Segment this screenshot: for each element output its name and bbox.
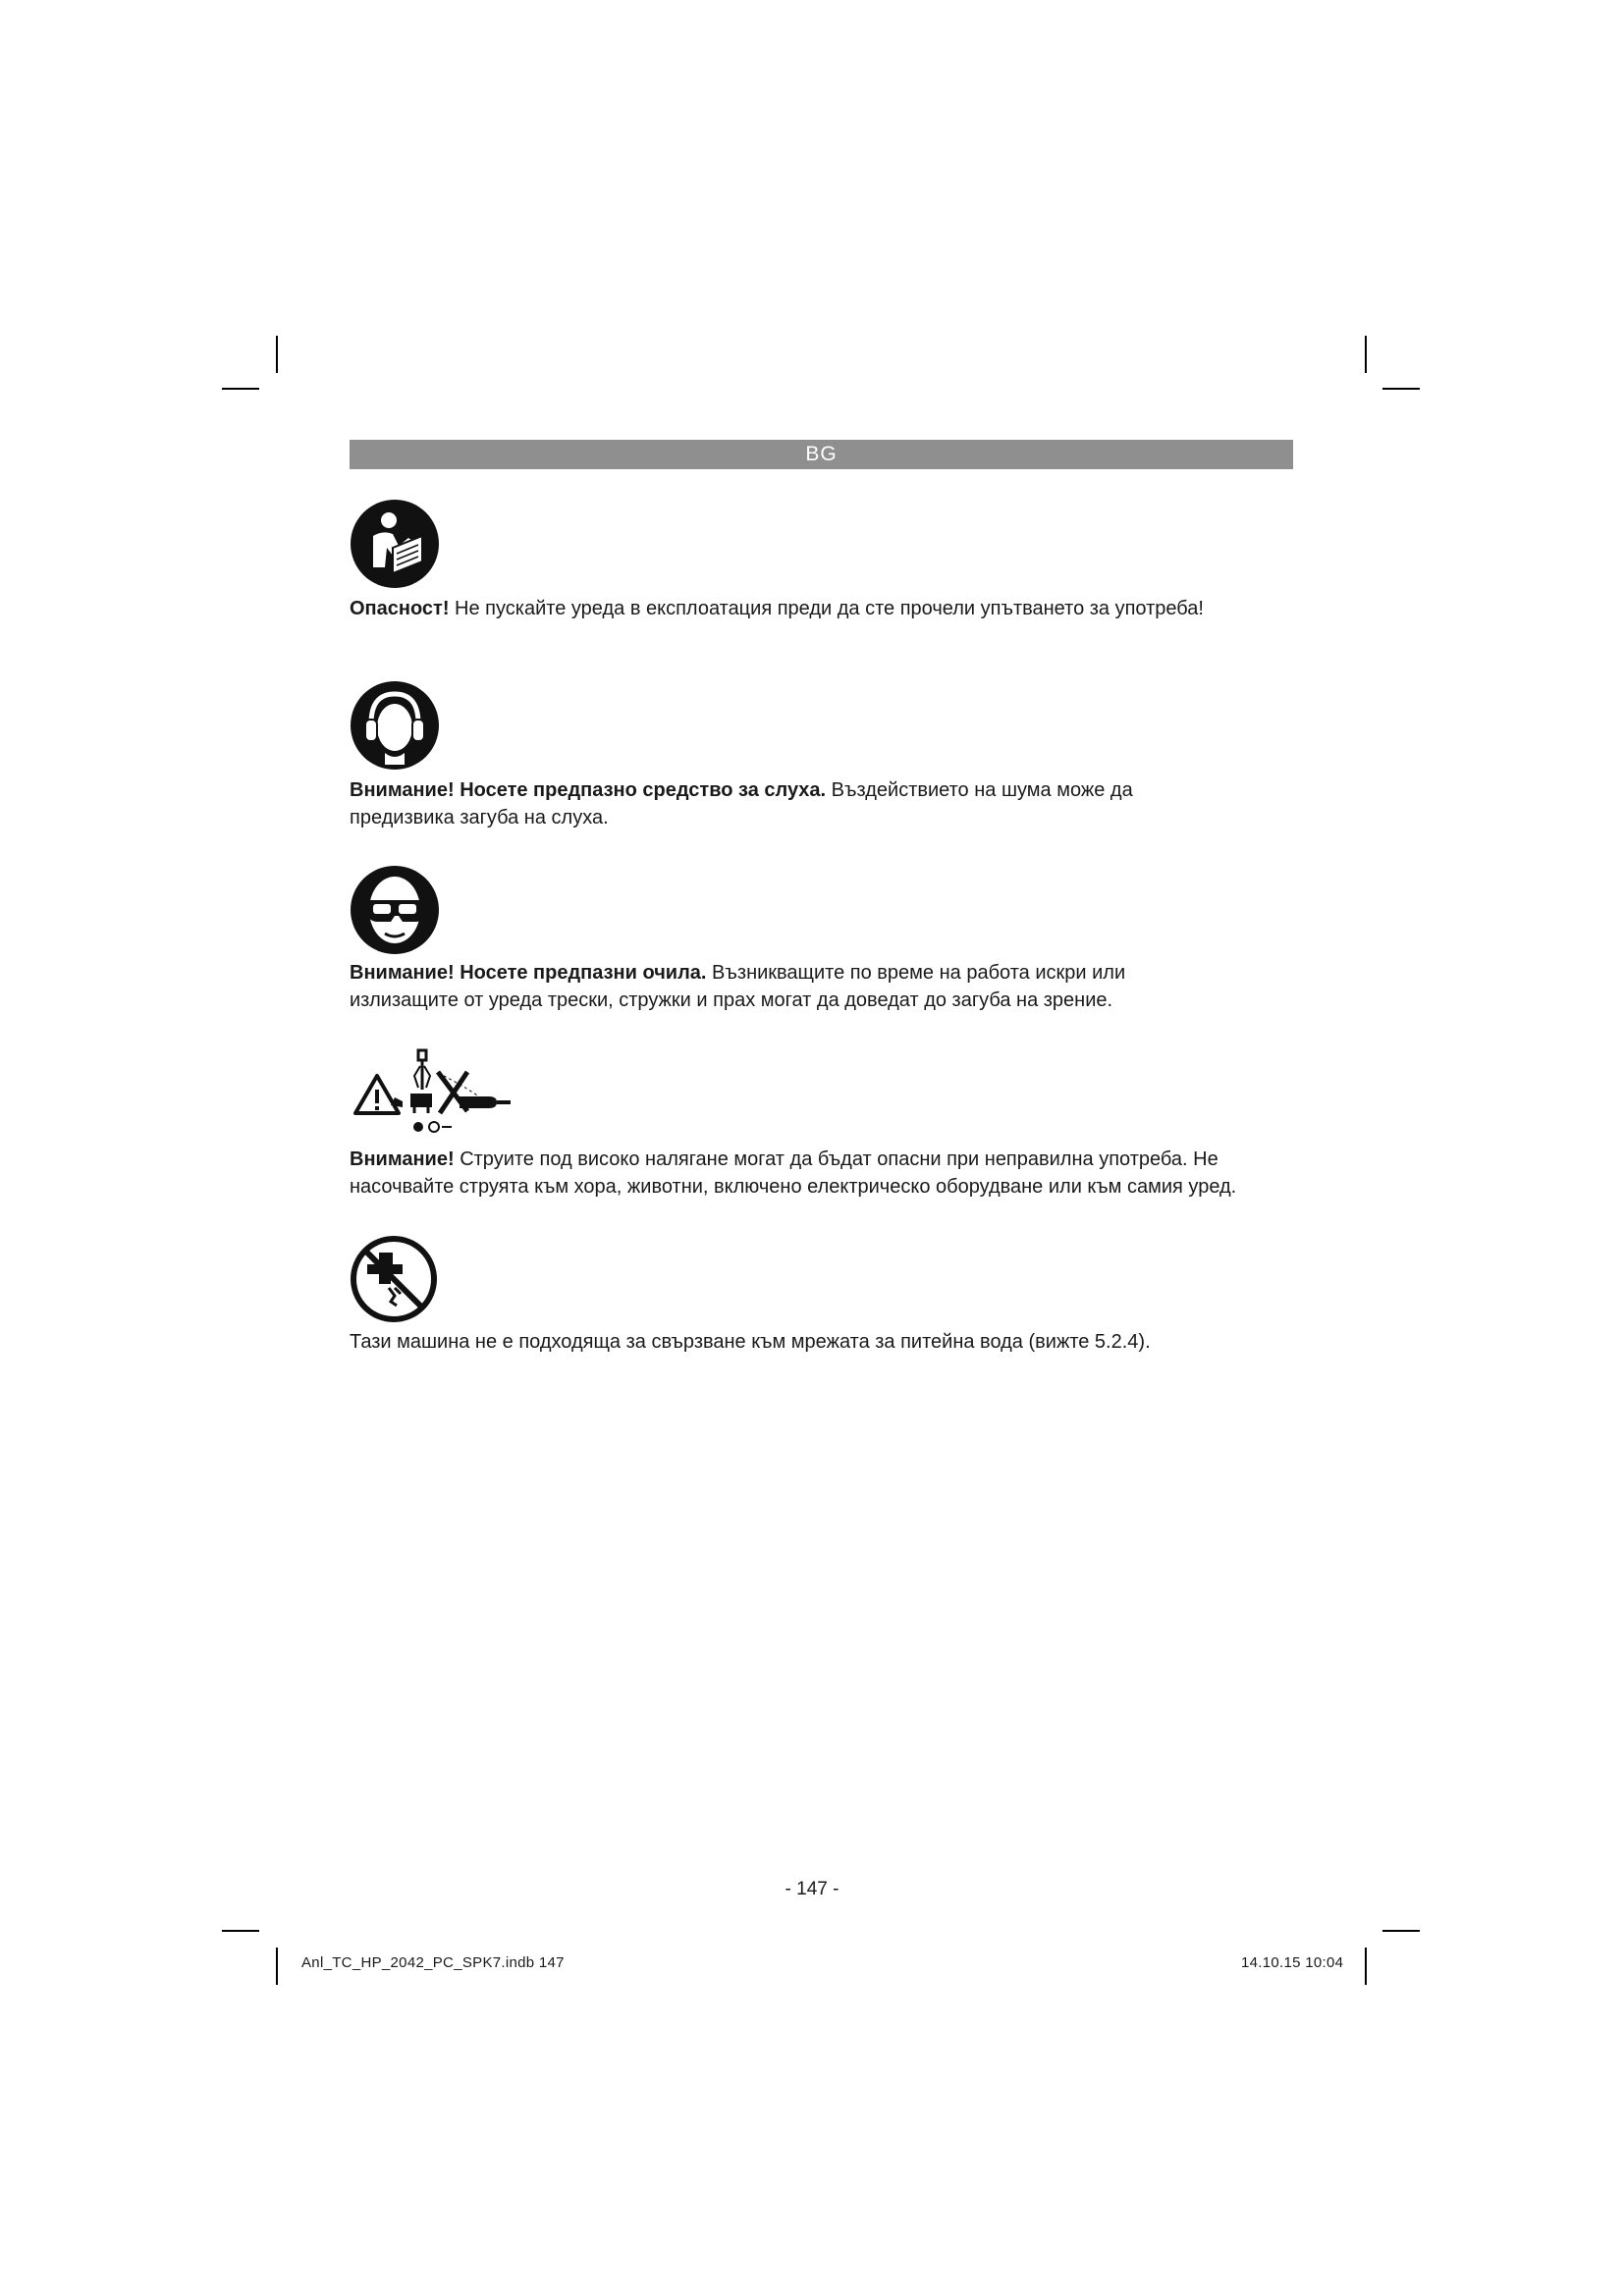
notice-paragraph [350,1328,1312,1356]
page-number: - 147 - [785,1879,839,1899]
crop-mark [276,1948,278,1985]
notice-text: Тази машина не е подходяща за свързване към мрежата за питейна вода (вижте 5.2.4). [350,1331,1151,1353]
crop-mark [222,388,259,390]
language-bar: BG [350,440,1293,469]
notice-bold-lead: Внимание! [350,1148,455,1170]
notice-text: Не пускайте уреда в експлоатация преди да сте прочели упътването за употреба! [449,598,1204,619]
read-manual-icon [350,499,440,589]
notice-paragraph [350,959,1214,1014]
no-drinking-water-connection-icon [350,1235,438,1323]
crop-mark [1365,1948,1367,1985]
crop-mark [222,1930,259,1932]
notice-bold-lead: Внимание! Носете предпазно средство за слуха. [350,779,827,801]
notice-text: Въздействието на шума може да предизвика загуба на слуха. [350,779,1133,828]
file-name-slug: Anl_TC_HP_2042_PC_SPK7.indb 147 [301,1954,565,1971]
notice-paragraph [350,776,1214,831]
hearing-protection-icon [350,680,440,771]
notice-bold-lead: Внимание! Носете предпазни очила. [350,962,707,984]
eye-protection-icon [350,865,440,955]
crop-mark [1382,1930,1420,1932]
notice-paragraph [350,1146,1307,1201]
print-date-slug: 14.10.15 10:04 [1241,1954,1344,1971]
high-pressure-jet-warning-icon [350,1042,514,1136]
notice-text: Възникващите по време на работа искри или излизащите от уреда трески, стружки и прах могат да доведат до загуба на зрение. [350,962,1126,1011]
notice-text: Струите под високо налягане могат да бъдат опасни при неправилна употреба. Не насочвайте струята към хора, животни, включено електрическо оборудване или към самия уред. [350,1148,1237,1198]
crop-mark [1365,336,1367,373]
crop-mark [1382,388,1420,390]
crop-mark [276,336,278,373]
notice-bold-lead: Опасност! [350,598,450,619]
notice-paragraph [350,595,1312,622]
